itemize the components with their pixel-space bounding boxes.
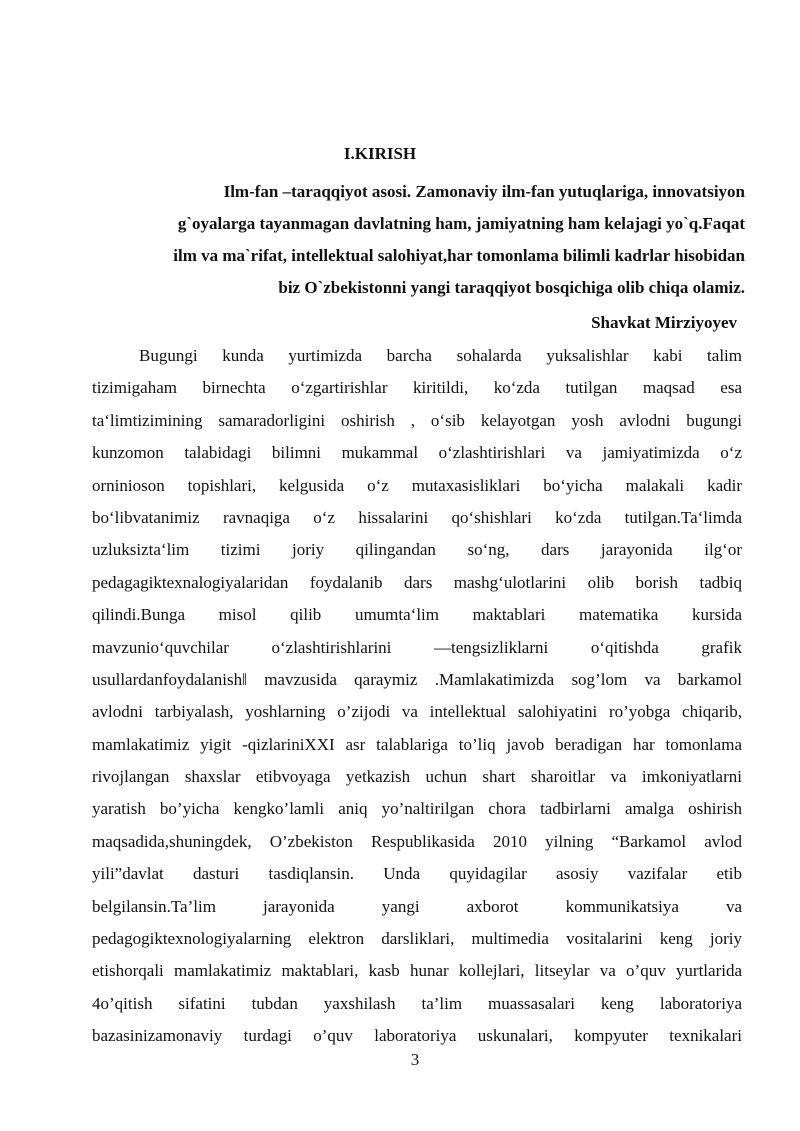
body-line: etishorqali mamlakatimiz maktablari, kasb hunar kollejlari, litseylar va o’quv yurtlarida: [92, 961, 742, 981]
body-line: maqsadida,shuningdek, O’zbekiston Respublikasida 2010 yilning “Barkamol avlod: [92, 831, 742, 851]
body-line: Bugungi kunda yurtimizda barcha sohalarda yuksalishlar kabi talim: [139, 346, 742, 365]
body-line: uzluksizta‘lim tizimi joriy qilingandan so‘ng, dars jarayonida ilg‘or: [92, 540, 742, 560]
epigraph-line: Ilm-fan –taraqqiyot asosi. Zamonaviy ilm-fan yutuqlariga, innovatsiyon: [223, 182, 745, 201]
body-line: kunzomon talabidagi bilimni mukammal o‘zlashtirishlari va jamiyatimizda o‘z: [92, 443, 742, 463]
body-line: qilindi.Bunga misol qilib umumta‘lim maktablari matematika kursida: [92, 605, 742, 625]
body-line: 4o’qitish sifatini tubdan yaxshilash ta’lim muassasalari keng laboratoriya: [92, 993, 742, 1013]
body-line: yili”davlat dasturi tasdiqlansin. Unda quyidagilar asosiy vazifalar etib: [92, 864, 742, 884]
body-line: belgilansin.Ta’lim jarayonida yangi axborot kommunikatsiya va: [92, 896, 742, 916]
body-paragraph: [92, 340, 742, 1053]
body-line: mavzunio‘quvchilar o‘zlashtirishlarini ―tengsizliklarni o‘qitishda grafik: [92, 637, 742, 657]
body-line: tizimigaham birnechta o‘zgartirishlar kiritildi, ko‘zda tutilgan maqsad esa: [92, 378, 742, 398]
body-line: rivojlangan shaxslar etibvoyaga yetkazish uchun shart sharoitlar va imkoniyatlarni: [92, 767, 742, 787]
page-number: 3: [410, 1050, 420, 1069]
epigraph-line: g`oyalarga tayanmagan davlatning ham, jamiyatning ham kelajagi yo`q.Faqat: [177, 214, 745, 233]
body-line: mamlakatimiz yigit -qizlariniXXI asr talablariga to’liq javob beradigan har tomonlama: [92, 734, 742, 754]
section-heading-text: I.KIRISH: [343, 144, 417, 163]
body-line: yaratish bo’yicha kengko’lamli aniq yo’naltirilgan chora tadbirlarni amalga oshirish: [92, 799, 742, 819]
body-line: avlodni tarbiyalash, yoshlarning o’zijodi va intellektual salohiyatini ro’yobga chiqarib,: [92, 702, 742, 722]
body-line: usullardanfoydalanish‖ mavzusida qaraymiz .Mamlakatimizda sog’lom va barkamol: [92, 669, 742, 689]
body-line: pedagogiktexnologiyalarning elektron darsliklari, multimedia vositalarini keng joriy: [92, 929, 742, 949]
body-line: bo‘libvatanimiz ravnaqiga o‘z hissalarini qo‘shishlari ko‘zda tutilgan.Ta‘limda: [92, 507, 742, 527]
epigraph: [100, 176, 745, 304]
epigraph-author: Shavkat Mirziyoyev: [591, 313, 737, 332]
body-line: pedagagiktexnalogiyalaridan foydalanib dars mashg‘ulotlarini olib borish tadbiq: [92, 572, 742, 592]
section-heading: [0, 144, 760, 164]
body-line: bazasinizamonaviy turdagi o’quv laboratoriya uskunalari, kompyuter texnikalari: [92, 1026, 742, 1046]
epigraph-line: biz O`zbekistonni yangi taraqqiyot bosqichiga olib chiqa olamiz.: [278, 278, 745, 297]
body-line: ta‘limtizimining samaradorligini oshirish , o‘sib kelayotgan yosh avlodni bugungi: [92, 410, 742, 430]
body-line: orninioson topishlari, kelgusida o‘z mutaxasisliklari bo‘yicha malakali kadir: [92, 475, 742, 495]
epigraph-line: ilm va ma`rifat, intellektual salohiyat,har tomonlama bilimli kadrlar hisobidan: [173, 246, 745, 265]
